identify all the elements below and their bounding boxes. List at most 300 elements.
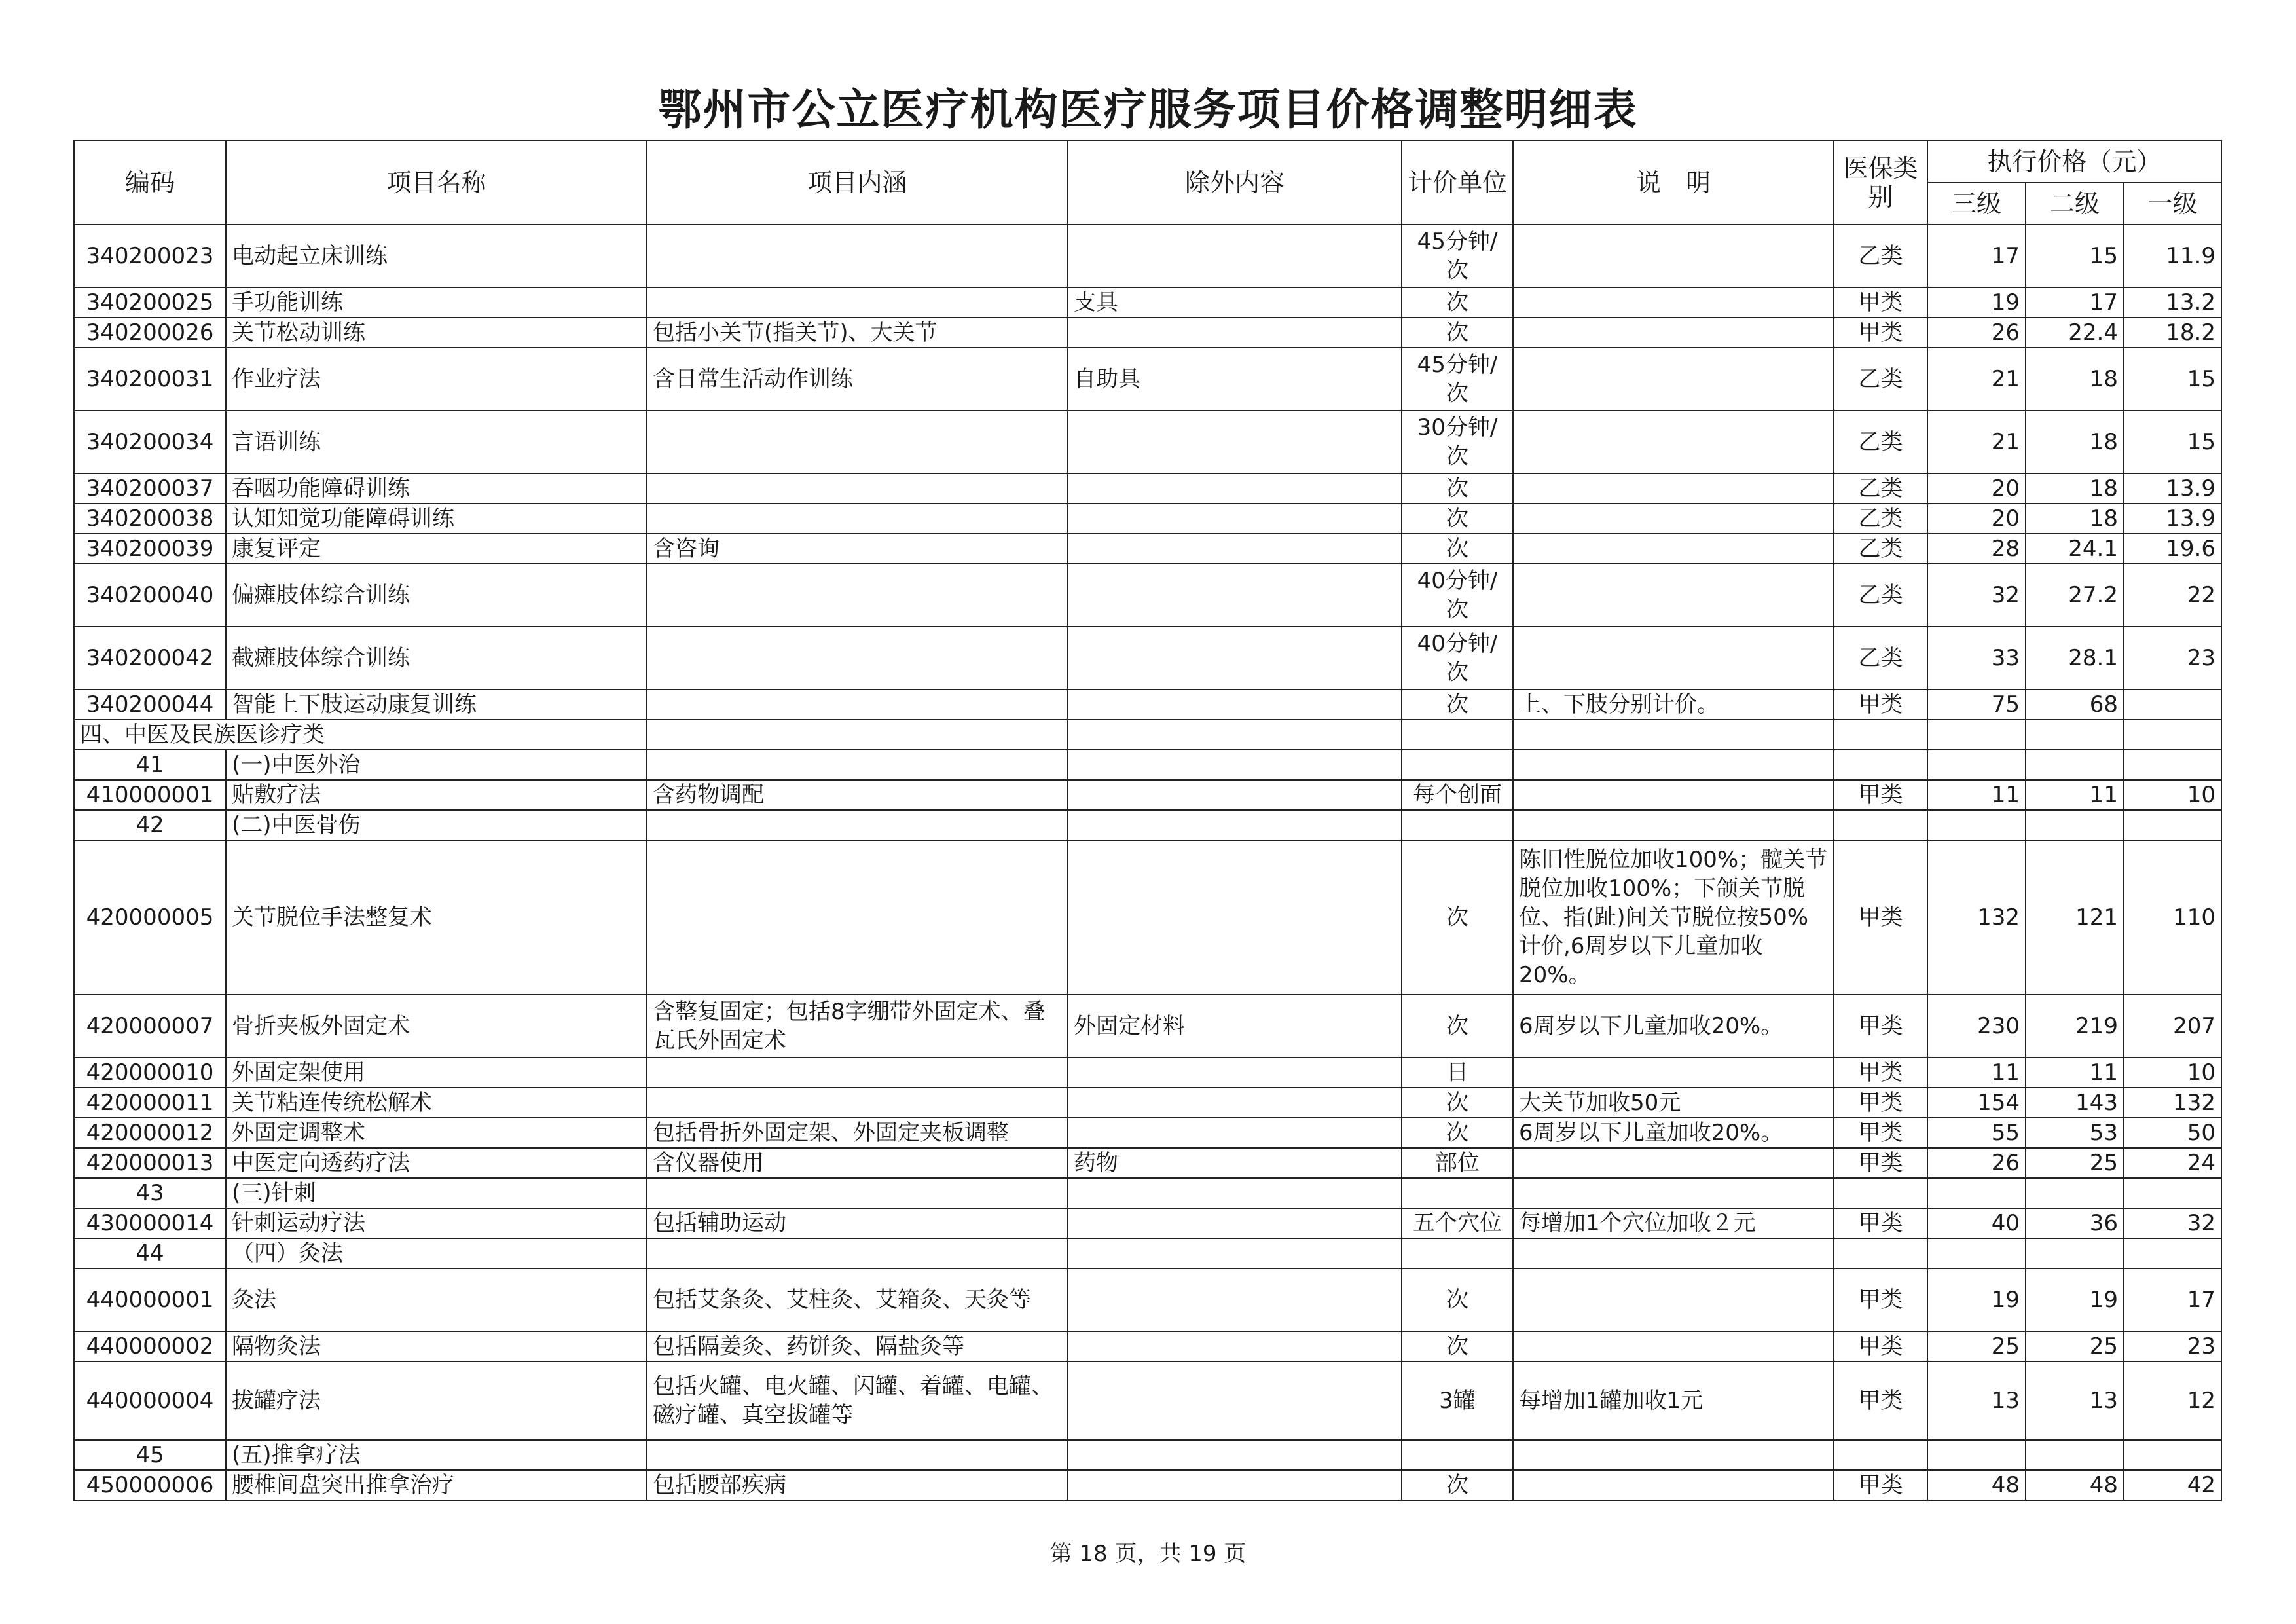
cell-price-level1 (2124, 690, 2221, 720)
cell-price-level2: 11 (2026, 780, 2124, 810)
cell-excluded (1068, 840, 1402, 995)
cell-excluded: 外固定材料 (1068, 995, 1402, 1058)
cell-content (647, 1088, 1068, 1118)
cell-note (1513, 318, 1834, 348)
cell-price-level1: 10 (2124, 780, 2221, 810)
cell-unit: 3罐 (1402, 1361, 1513, 1440)
cell-unit: 次 (1402, 995, 1513, 1058)
empty-cell (1834, 720, 1927, 750)
table-row (74, 690, 2221, 720)
cell-name: 中医定向透药疗法 (226, 1148, 647, 1178)
cell-name: 手功能训练 (226, 287, 647, 318)
cell-name: 吞咽功能障碍训练 (226, 473, 647, 504)
empty-cell (1068, 750, 1402, 780)
page-title: 鄂州市公立医疗机构医疗服务项目价格调整明细表 (658, 84, 1638, 135)
header-insurance: 医保类别 (1834, 141, 1927, 225)
cell-price-level1: 23 (2124, 1331, 2221, 1361)
cell-excluded (1068, 411, 1402, 473)
cell-insurance: 甲类 (1834, 1148, 1927, 1178)
table-row (74, 1331, 2221, 1361)
cell-content (647, 627, 1068, 690)
section-label: 四、中医及民族医诊疗类 (74, 720, 647, 750)
cell-content (647, 564, 1068, 627)
cell-insurance: 乙类 (1834, 627, 1927, 690)
cell-name: 腰椎间盘突出推拿治疗 (226, 1470, 647, 1500)
table-row (74, 840, 2221, 995)
empty-cell (2026, 1440, 2124, 1470)
cell-unit: 40分钟/次 (1402, 627, 1513, 690)
cell-name: 作业疗法 (226, 348, 647, 411)
cell-insurance: 甲类 (1834, 287, 1927, 318)
cell-insurance: 甲类 (1834, 780, 1927, 810)
cell-price-level2: 18 (2026, 411, 2124, 473)
cell-content (647, 287, 1068, 318)
cell-name: 认知知觉功能障碍训练 (226, 504, 647, 534)
cell-name: 康复评定 (226, 534, 647, 564)
cell-content (647, 690, 1068, 720)
subsection-code: 41 (74, 750, 226, 780)
cell-name: 关节脱位手法整复术 (226, 840, 647, 995)
cell-unit: 次 (1402, 690, 1513, 720)
empty-cell (2026, 810, 2124, 840)
cell-price-level2: 25 (2026, 1331, 2124, 1361)
cell-code: 340200044 (74, 690, 226, 720)
cell-price-level1: 17 (2124, 1268, 2221, 1331)
table-row (74, 1148, 2221, 1178)
cell-note (1513, 225, 1834, 287)
cell-price-level3: 75 (1927, 690, 2026, 720)
empty-cell (1513, 720, 1834, 750)
cell-content: 包括骨折外固定架、外固定夹板调整 (647, 1118, 1068, 1148)
table-row (74, 1470, 2221, 1500)
table-row (74, 504, 2221, 534)
cell-code: 340200025 (74, 287, 226, 318)
cell-content: 包括艾条灸、艾柱灸、艾箱灸、天灸等 (647, 1268, 1068, 1331)
cell-code: 420000010 (74, 1058, 226, 1088)
cell-code: 340200042 (74, 627, 226, 690)
empty-cell (1068, 1440, 1402, 1470)
subsection-code: 45 (74, 1440, 226, 1470)
cell-price-level2: 121 (2026, 840, 2124, 995)
empty-cell (1834, 1440, 1927, 1470)
cell-price-level3: 17 (1927, 225, 2026, 287)
cell-unit: 日 (1402, 1058, 1513, 1088)
empty-cell (1402, 810, 1513, 840)
cell-price-level1: 32 (2124, 1208, 2221, 1238)
cell-insurance: 乙类 (1834, 473, 1927, 504)
cell-price-level1: 207 (2124, 995, 2221, 1058)
header-excluded: 除外内容 (1068, 141, 1402, 225)
cell-insurance: 乙类 (1834, 564, 1927, 627)
subsection-name: (一)中医外治 (226, 750, 647, 780)
cell-code: 340200031 (74, 348, 226, 411)
subsection-name: (三)针刺 (226, 1178, 647, 1208)
cell-price-level3: 28 (1927, 534, 2026, 564)
cell-content: 包括腰部疾病 (647, 1470, 1068, 1500)
cell-unit: 45分钟/次 (1402, 348, 1513, 411)
empty-cell (1927, 750, 2026, 780)
cell-unit: 次 (1402, 1268, 1513, 1331)
cell-price-level3: 19 (1927, 287, 2026, 318)
empty-cell (1402, 750, 1513, 780)
table-row (74, 995, 2221, 1058)
cell-name: 关节松动训练 (226, 318, 647, 348)
cell-insurance: 甲类 (1834, 1088, 1927, 1118)
table-row (74, 534, 2221, 564)
cell-note (1513, 504, 1834, 534)
subsection-name: (五)推拿疗法 (226, 1440, 647, 1470)
cell-price-level3: 33 (1927, 627, 2026, 690)
subsection-row (74, 750, 2221, 780)
cell-price-level2: 25 (2026, 1148, 2124, 1178)
empty-cell (2124, 1238, 2221, 1268)
cell-excluded (1068, 1058, 1402, 1088)
cell-price-level3: 26 (1927, 318, 2026, 348)
table-row (74, 1361, 2221, 1440)
table-row (74, 318, 2221, 348)
cell-note: 陈旧性脱位加收100%；髋关节脱位加收100%；下颌关节脱位、指(趾)间关节脱位按50%计价,6周岁以下儿童加收20%。 (1513, 840, 1834, 995)
cell-name: 电动起立床训练 (226, 225, 647, 287)
cell-price-level1: 12 (2124, 1361, 2221, 1440)
cell-price-level1: 42 (2124, 1470, 2221, 1500)
table-row (74, 1058, 2221, 1088)
cell-price-level1: 11.9 (2124, 225, 2221, 287)
cell-note (1513, 348, 1834, 411)
empty-cell (1402, 1178, 1513, 1208)
cell-note (1513, 1470, 1834, 1500)
cell-name: 骨折夹板外固定术 (226, 995, 647, 1058)
cell-insurance: 甲类 (1834, 840, 1927, 995)
cell-price-level2: 48 (2026, 1470, 2124, 1500)
cell-code: 450000006 (74, 1470, 226, 1500)
cell-excluded: 支具 (1068, 287, 1402, 318)
cell-excluded (1068, 780, 1402, 810)
table-row (74, 1208, 2221, 1238)
cell-note (1513, 411, 1834, 473)
cell-price-level1: 13.2 (2124, 287, 2221, 318)
cell-price-level3: 13 (1927, 1361, 2026, 1440)
cell-excluded: 药物 (1068, 1148, 1402, 1178)
cell-content: 包括辅助运动 (647, 1208, 1068, 1238)
table-body (74, 225, 2221, 1500)
cell-content: 包括隔姜灸、药饼灸、隔盐灸等 (647, 1331, 1068, 1361)
cell-note (1513, 287, 1834, 318)
cell-content (647, 473, 1068, 504)
header-row (74, 141, 2221, 183)
cell-unit: 次 (1402, 1118, 1513, 1148)
cell-unit: 次 (1402, 534, 1513, 564)
cell-code: 420000007 (74, 995, 226, 1058)
cell-name: 言语训练 (226, 411, 647, 473)
cell-price-level3: 32 (1927, 564, 2026, 627)
cell-insurance: 甲类 (1834, 318, 1927, 348)
empty-cell (1068, 810, 1402, 840)
subsection-row (74, 1440, 2221, 1470)
empty-cell (647, 1238, 1068, 1268)
header-note: 说 明 (1513, 141, 1834, 225)
page-footer: 第 18 页，共 19 页 (1049, 1541, 1247, 1567)
empty-cell (1927, 1440, 2026, 1470)
cell-code: 420000005 (74, 840, 226, 995)
cell-insurance: 甲类 (1834, 1208, 1927, 1238)
cell-excluded (1068, 504, 1402, 534)
cell-price-level3: 11 (1927, 780, 2026, 810)
cell-price-level2: 143 (2026, 1088, 2124, 1118)
cell-unit: 次 (1402, 473, 1513, 504)
table-row (74, 411, 2221, 473)
cell-name: 针刺运动疗法 (226, 1208, 647, 1238)
cell-note (1513, 534, 1834, 564)
cell-unit: 次 (1402, 1088, 1513, 1118)
header-content: 项目内涵 (647, 141, 1068, 225)
cell-excluded (1068, 627, 1402, 690)
cell-name: 外固定调整术 (226, 1118, 647, 1148)
cell-code: 420000013 (74, 1148, 226, 1178)
cell-insurance: 甲类 (1834, 995, 1927, 1058)
cell-code: 340200034 (74, 411, 226, 473)
cell-insurance: 甲类 (1834, 1331, 1927, 1361)
cell-price-level1: 23 (2124, 627, 2221, 690)
cell-price-level1: 15 (2124, 411, 2221, 473)
cell-unit: 五个穴位 (1402, 1208, 1513, 1238)
empty-cell (2026, 720, 2124, 750)
empty-cell (647, 810, 1068, 840)
empty-cell (1513, 750, 1834, 780)
cell-content (647, 411, 1068, 473)
cell-price-level2: 18 (2026, 504, 2124, 534)
cell-content (647, 504, 1068, 534)
cell-name: 外固定架使用 (226, 1058, 647, 1088)
cell-insurance: 乙类 (1834, 348, 1927, 411)
cell-price-level3: 19 (1927, 1268, 2026, 1331)
cell-content (647, 840, 1068, 995)
cell-price-level3: 26 (1927, 1148, 2026, 1178)
cell-content: 含咨询 (647, 534, 1068, 564)
cell-note (1513, 1058, 1834, 1088)
cell-price-level2: 219 (2026, 995, 2124, 1058)
cell-content: 含仪器使用 (647, 1148, 1068, 1178)
cell-unit: 40分钟/次 (1402, 564, 1513, 627)
header-level2: 二级 (2026, 183, 2124, 225)
empty-cell (2124, 750, 2221, 780)
table-row (74, 473, 2221, 504)
cell-unit: 次 (1402, 1470, 1513, 1500)
cell-code: 430000014 (74, 1208, 226, 1238)
cell-excluded (1068, 1268, 1402, 1331)
empty-cell (1834, 1178, 1927, 1208)
cell-note: 大关节加收50元 (1513, 1088, 1834, 1118)
cell-name: 截瘫肢体综合训练 (226, 627, 647, 690)
cell-excluded (1068, 1208, 1402, 1238)
cell-code: 340200037 (74, 473, 226, 504)
cell-excluded (1068, 1088, 1402, 1118)
cell-unit: 部位 (1402, 1148, 1513, 1178)
empty-cell (1834, 1238, 1927, 1268)
empty-cell (1402, 720, 1513, 750)
cell-excluded (1068, 1118, 1402, 1148)
cell-code: 340200023 (74, 225, 226, 287)
cell-price-level1: 110 (2124, 840, 2221, 995)
cell-excluded (1068, 1470, 1402, 1500)
cell-content (647, 225, 1068, 287)
cell-price-level1: 19.6 (2124, 534, 2221, 564)
cell-insurance: 乙类 (1834, 534, 1927, 564)
table-row (74, 564, 2221, 627)
header-price-group: 执行价格（元） (1927, 141, 2221, 183)
cell-insurance: 甲类 (1834, 1118, 1927, 1148)
cell-unit: 每个创面 (1402, 780, 1513, 810)
empty-cell (1927, 810, 2026, 840)
cell-excluded (1068, 225, 1402, 287)
cell-excluded (1068, 1331, 1402, 1361)
cell-note: 6周岁以下儿童加收20%。 (1513, 995, 1834, 1058)
cell-price-level2: 11 (2026, 1058, 2124, 1088)
cell-note (1513, 1268, 1834, 1331)
empty-cell (1513, 810, 1834, 840)
table-row (74, 287, 2221, 318)
header-name: 项目名称 (226, 141, 647, 225)
cell-price-level2: 13 (2026, 1361, 2124, 1440)
cell-price-level3: 230 (1927, 995, 2026, 1058)
cell-price-level2: 22.4 (2026, 318, 2124, 348)
cell-note (1513, 473, 1834, 504)
cell-price-level2: 27.2 (2026, 564, 2124, 627)
subsection-code: 43 (74, 1178, 226, 1208)
table-row (74, 780, 2221, 810)
cell-excluded (1068, 473, 1402, 504)
cell-content: 含药物调配 (647, 780, 1068, 810)
cell-insurance: 乙类 (1834, 225, 1927, 287)
cell-price-level1: 22 (2124, 564, 2221, 627)
cell-note: 6周岁以下儿童加收20%。 (1513, 1118, 1834, 1148)
empty-cell (647, 750, 1068, 780)
empty-cell (1068, 1178, 1402, 1208)
cell-price-level3: 40 (1927, 1208, 2026, 1238)
cell-price-level1: 18.2 (2124, 318, 2221, 348)
cell-note: 每增加1罐加收1元 (1513, 1361, 1834, 1440)
cell-insurance: 乙类 (1834, 411, 1927, 473)
empty-cell (647, 1178, 1068, 1208)
header-level3: 三级 (1927, 183, 2026, 225)
empty-cell (1834, 750, 1927, 780)
subsection-name: （四）灸法 (226, 1238, 647, 1268)
cell-code: 410000001 (74, 780, 226, 810)
cell-unit: 次 (1402, 1331, 1513, 1361)
subsection-name: (二)中医骨伤 (226, 810, 647, 840)
empty-cell (647, 720, 1068, 750)
cell-insurance: 甲类 (1834, 1470, 1927, 1500)
cell-price-level3: 154 (1927, 1088, 2026, 1118)
table-row (74, 348, 2221, 411)
empty-cell (2026, 750, 2124, 780)
cell-price-level2: 18 (2026, 473, 2124, 504)
cell-note (1513, 627, 1834, 690)
header-code: 编码 (74, 141, 226, 225)
cell-note: 每增加1个穴位加收２元 (1513, 1208, 1834, 1238)
cell-note (1513, 564, 1834, 627)
empty-cell (1834, 810, 1927, 840)
cell-note (1513, 1331, 1834, 1361)
cell-unit: 次 (1402, 287, 1513, 318)
cell-price-level2: 15 (2026, 225, 2124, 287)
cell-price-level1: 24 (2124, 1148, 2221, 1178)
table-row (74, 225, 2221, 287)
cell-insurance: 甲类 (1834, 1268, 1927, 1331)
empty-cell (2124, 720, 2221, 750)
cell-price-level2: 17 (2026, 287, 2124, 318)
cell-price-level3: 21 (1927, 348, 2026, 411)
empty-cell (1402, 1440, 1513, 1470)
cell-excluded: 自助具 (1068, 348, 1402, 411)
table-row (74, 627, 2221, 690)
cell-unit: 次 (1402, 318, 1513, 348)
cell-content (647, 1058, 1068, 1088)
cell-price-level3: 21 (1927, 411, 2026, 473)
cell-price-level2: 19 (2026, 1268, 2124, 1331)
cell-content: 含日常生活动作训练 (647, 348, 1068, 411)
cell-note (1513, 780, 1834, 810)
cell-excluded (1068, 1361, 1402, 1440)
cell-unit: 次 (1402, 840, 1513, 995)
cell-code: 340200038 (74, 504, 226, 534)
empty-cell (1927, 1178, 2026, 1208)
cell-excluded (1068, 318, 1402, 348)
cell-code: 420000011 (74, 1088, 226, 1118)
cell-name: 智能上下肢运动康复训练 (226, 690, 647, 720)
cell-price-level3: 132 (1927, 840, 2026, 995)
empty-cell (2026, 1238, 2124, 1268)
table-row (74, 1268, 2221, 1331)
subsection-row (74, 1178, 2221, 1208)
cell-price-level1: 13.9 (2124, 504, 2221, 534)
empty-cell (2124, 810, 2221, 840)
cell-note (1513, 1148, 1834, 1178)
cell-name: 灸法 (226, 1268, 647, 1331)
cell-price-level1: 10 (2124, 1058, 2221, 1088)
cell-name: 关节粘连传统松解术 (226, 1088, 647, 1118)
cell-name: 拔罐疗法 (226, 1361, 647, 1440)
cell-insurance: 甲类 (1834, 1361, 1927, 1440)
cell-price-level2: 28.1 (2026, 627, 2124, 690)
empty-cell (647, 1440, 1068, 1470)
cell-code: 340200040 (74, 564, 226, 627)
cell-code: 340200039 (74, 534, 226, 564)
table-row (74, 1118, 2221, 1148)
subsection-code: 42 (74, 810, 226, 840)
subsection-code: 44 (74, 1238, 226, 1268)
empty-cell (2124, 1440, 2221, 1470)
cell-name: 偏瘫肢体综合训练 (226, 564, 647, 627)
empty-cell (1068, 1238, 1402, 1268)
empty-cell (1402, 1238, 1513, 1268)
cell-note: 上、下肢分别计价。 (1513, 690, 1834, 720)
cell-price-level3: 25 (1927, 1331, 2026, 1361)
cell-price-level1: 13.9 (2124, 473, 2221, 504)
cell-price-level2: 36 (2026, 1208, 2124, 1238)
cell-content: 包括小关节(指关节)、大关节 (647, 318, 1068, 348)
empty-cell (1068, 720, 1402, 750)
empty-cell (1513, 1178, 1834, 1208)
cell-price-level2: 18 (2026, 348, 2124, 411)
empty-cell (1927, 720, 2026, 750)
cell-price-level2: 68 (2026, 690, 2124, 720)
cell-price-level1: 50 (2124, 1118, 2221, 1148)
table-row (74, 1088, 2221, 1118)
cell-price-level3: 20 (1927, 473, 2026, 504)
empty-cell (1927, 1238, 2026, 1268)
cell-code: 420000012 (74, 1118, 226, 1148)
cell-content: 含整复固定；包括8字绷带外固定术、叠瓦氏外固定术 (647, 995, 1068, 1058)
